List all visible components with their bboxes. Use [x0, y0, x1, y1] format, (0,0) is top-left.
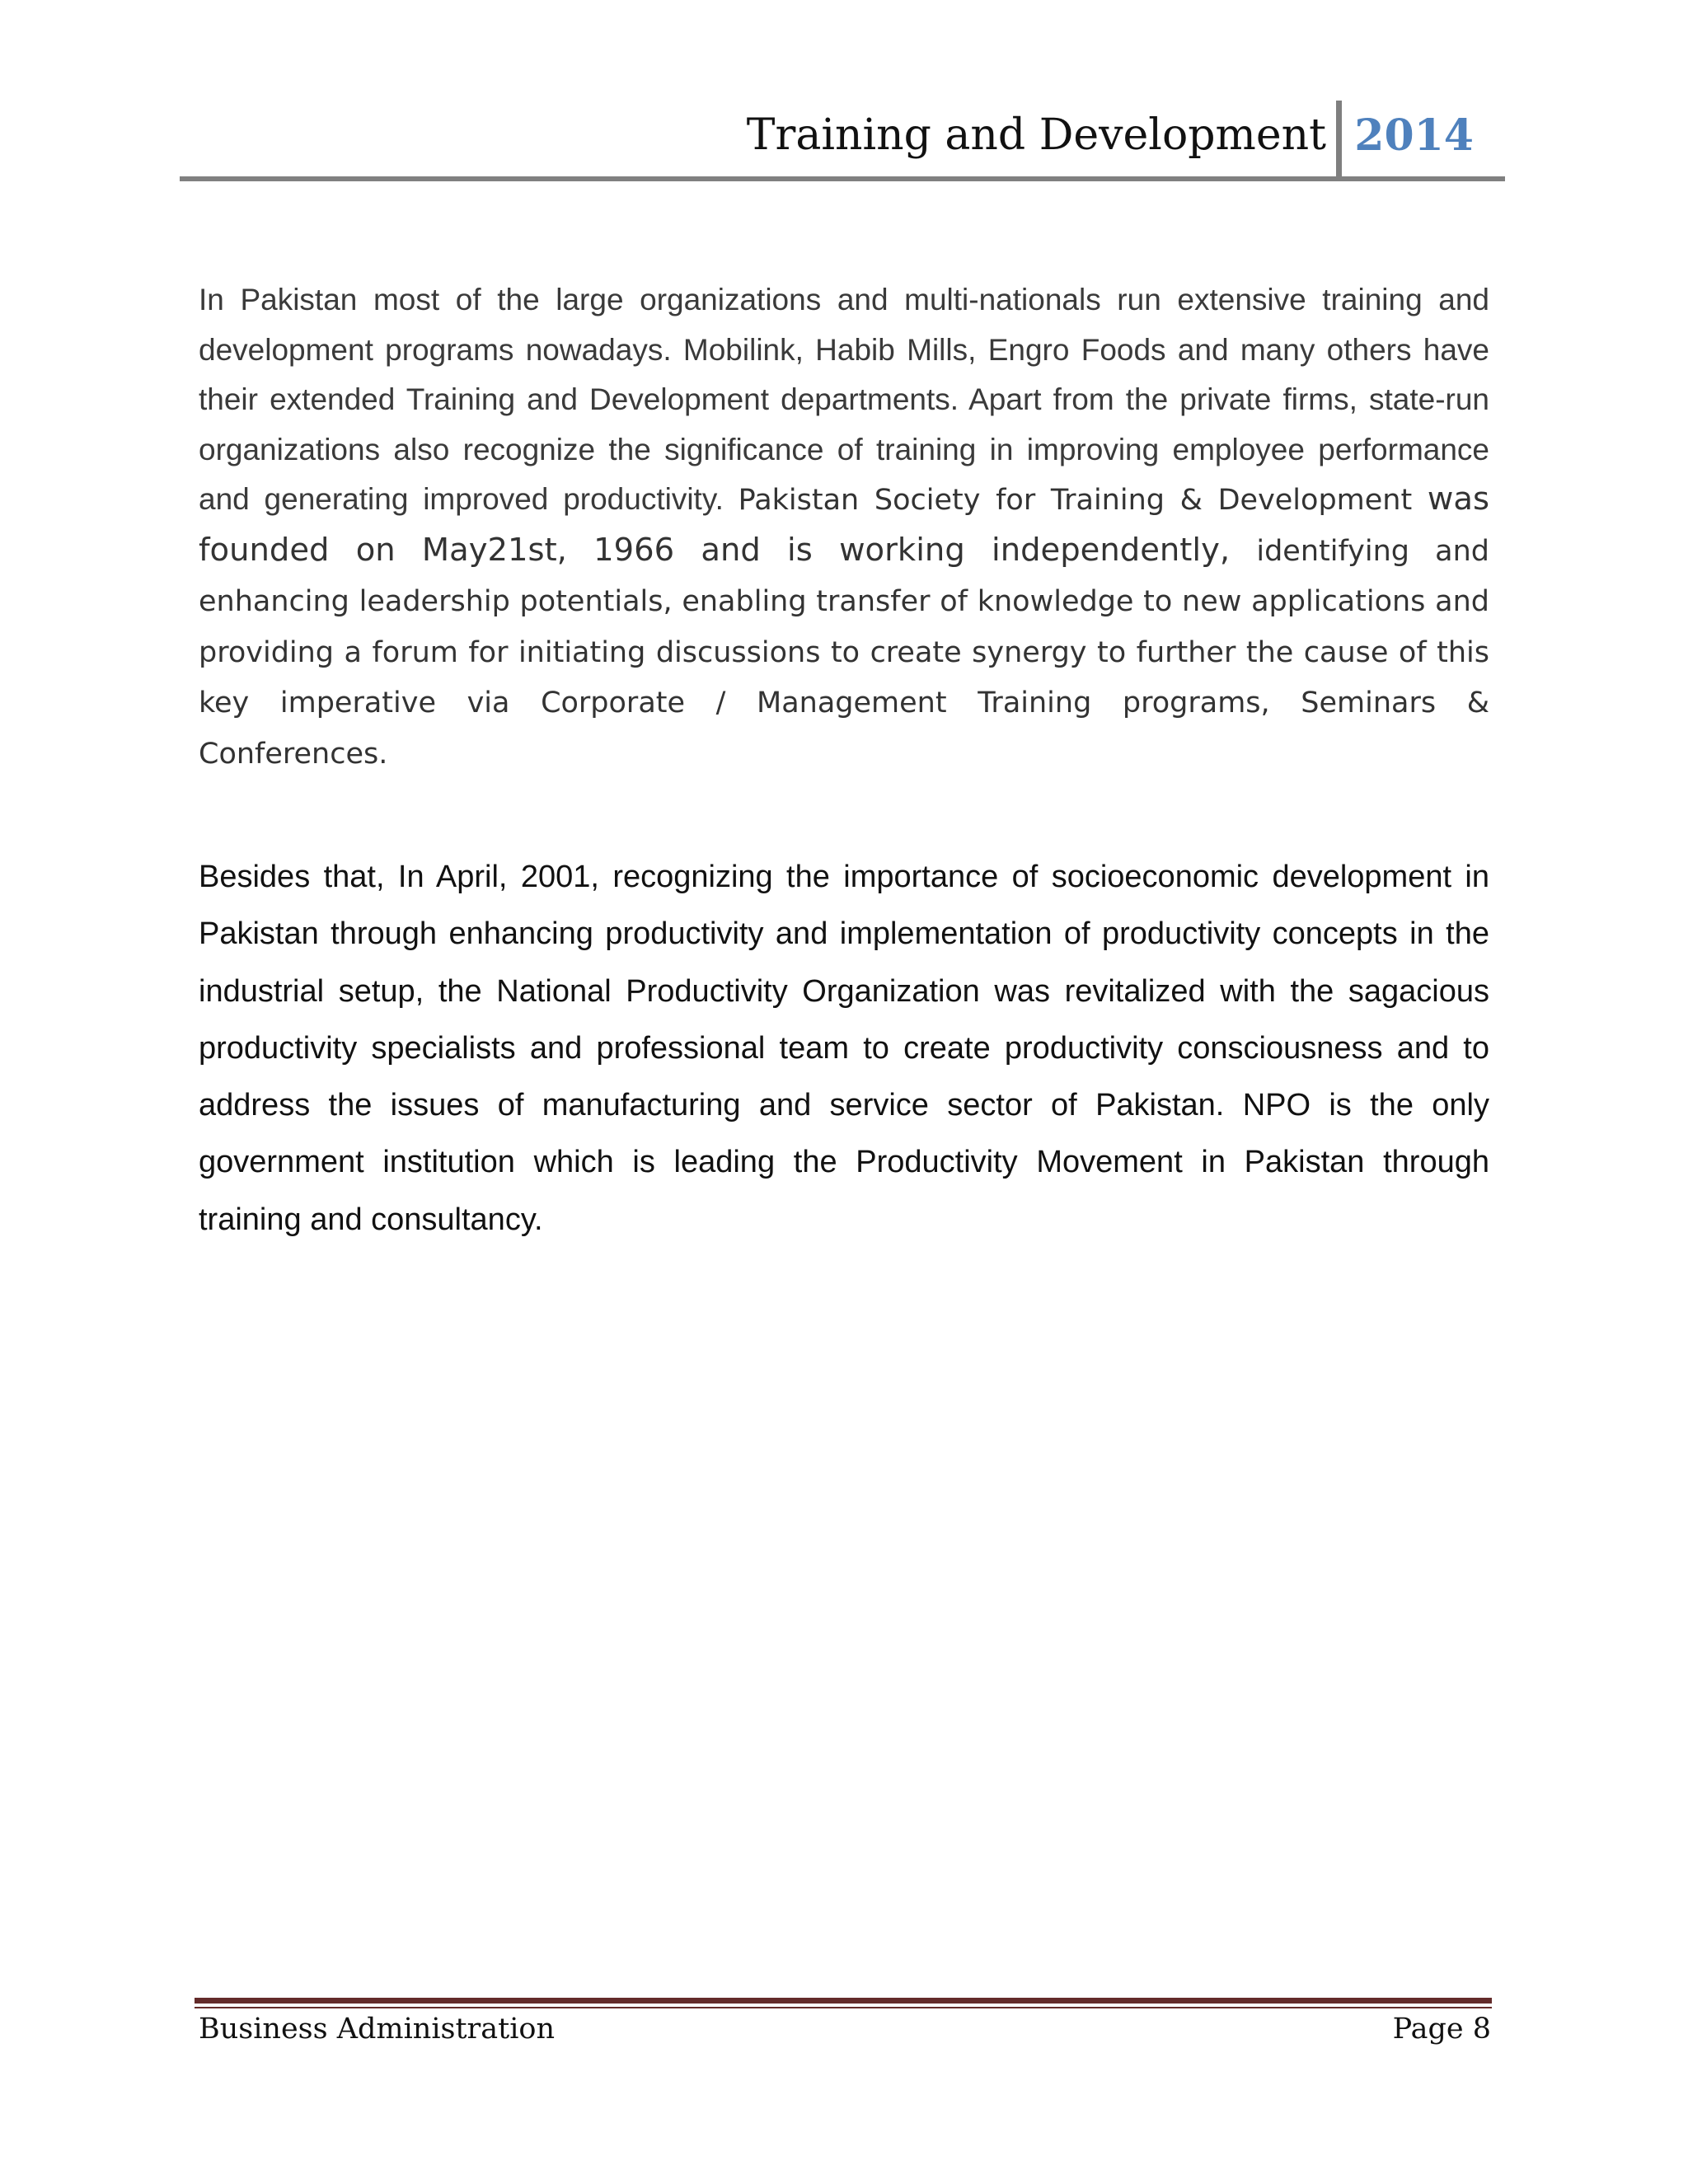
footer-page-number: Page 8: [1392, 2013, 1491, 2046]
header-year: 2014: [1354, 110, 1474, 161]
footer-rule-thin: [195, 2007, 1492, 2008]
footer-rule-thick: [195, 1998, 1492, 2004]
header-divider: [1336, 101, 1342, 180]
body-paragraph-1: [199, 275, 1489, 779]
paragraph-1-text-d: identifying and enhancing leadership potentials, enabling transfer of knowledge to new applications and providing a forum for initiating discussions to create synergy to further the cause of this key imperative via Corporate / Management Training programs, Seminars & Conferences.: [199, 534, 1489, 771]
footer-department: Business Administration: [199, 2013, 556, 2046]
body-paragraph-2: Besides that, In April, 2001, recognizing the importance of socioeconomic development in Pakistan through enhancing productivity and implementation of productivity concepts in the industrial setup, the National Productivity Organization was revitalized with the sagacious productivity specialists and professional team to create productivity consciousness and to address the issues of manufacturing and service sector of Pakistan. NPO is the only government institution which is leading the Productivity Movement in Pakistan through training and consultancy.: [199, 860, 1489, 1237]
header-rule: [180, 176, 1505, 181]
paragraph-1-text-b: Pakistan Society for Training & Development: [738, 484, 1428, 517]
page-header: [180, 97, 1505, 181]
paragraph-1-text-c: was founded on May21st, 1966 and is working independently,: [199, 480, 1489, 569]
paragraph-1-text-a: In Pakistan most of the large organizations and multi-nationals run extensive training and development programs nowadays. Mobilink, Habib Mills, Engro Foods and many others have their extended Training and Development departments. Apart from the private firms, state-run organizations also recognize the significance of training in improving employee performance and generating improved productivity.: [199, 283, 1489, 516]
header-title: Training and Development: [746, 110, 1326, 160]
